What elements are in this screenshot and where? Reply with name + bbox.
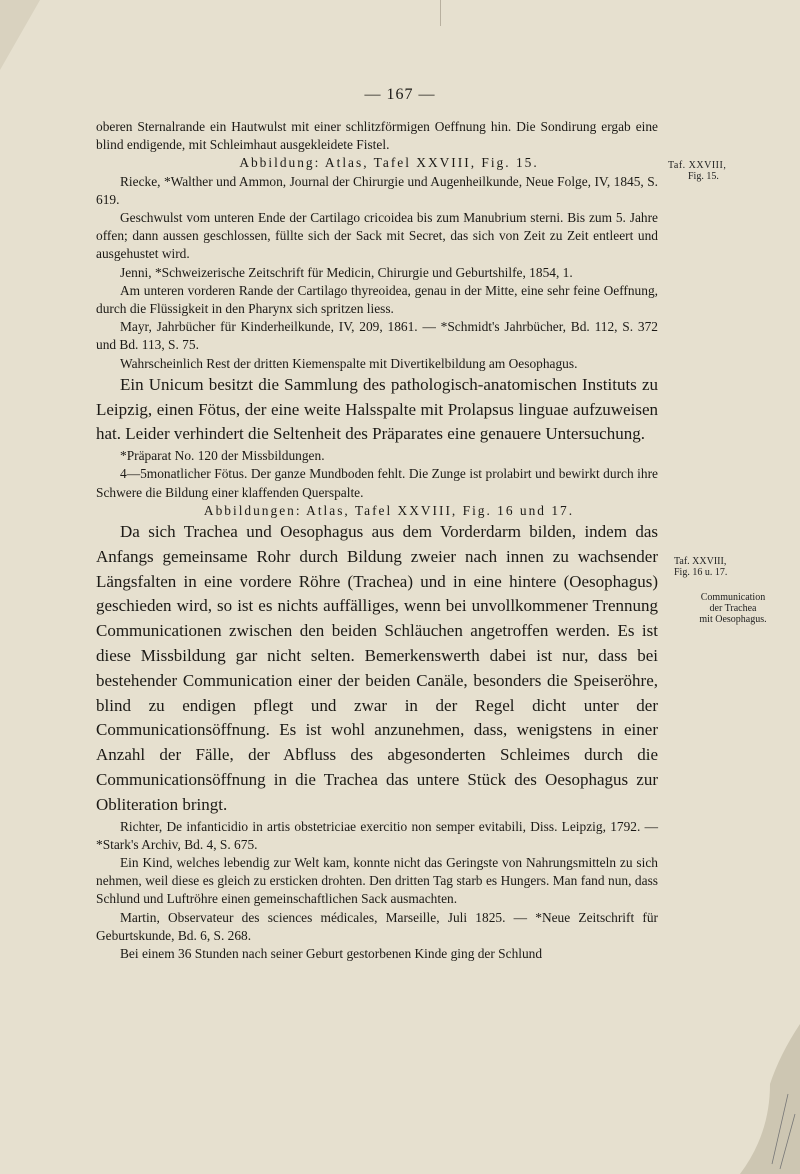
margin-note-line: Taf. XXVIII,	[674, 556, 727, 567]
margin-note-communication	[668, 592, 798, 625]
body-paragraph: Da sich Trachea und Oesophagus aus dem Vorderdarm bilden, indem das Anfangs gemeinsame Rohr durch Bildung zweier nach innen zu wachsender Längsfalten in eine vordere Röhre (Trachea) und in eine hintere (Oesophagus) geschieden wird, so ist es nichts auffälliges, wenn bei unvollkommener Trennung Communicationen zwischen den beiden Schläuchen angetroffen werden. Es ist diese Missbildung gar nicht selten. Bemerkenswerth dabei ist nur, dass bei bestehender Communication einer der beiden Canäle, besonders die Speiseröhre, blind zu endigen pflegt und zwar in der Regel dicht unter der Communicationsöffnung. Es ist wohl anzunehmen, dass, wenigstens in einer Anzahl der Fälle, der Abfluss des abgesonderten Schleimes durch die Communicationsöffnung in die Trachea das untere Stück des Oesophagus zur Obliteration bringt.	[96, 522, 658, 814]
citation: Martin, Observateur des sciences médicales, Marseille, Juli 1825. — *Neue Zeitschrift für Geburtskunde, Bd. 6, S. 268.	[96, 909, 658, 943]
margin-note-line: Communication	[700, 592, 766, 603]
page-number: — 167 —	[364, 86, 436, 103]
paragraph: Bei einem 36 Stunden nach seiner Geburt gestorbenen Kinde ging der Schlund	[120, 946, 543, 962]
paragraph: oberen Sternalrande ein Hautwulst mit einer schlitzförmigen Oeffnung hin. Die Sondirung ergab eine blind endigende, mit Schleimhaut ausgekleidete Fistel.	[96, 119, 658, 153]
page-corner-damage	[700, 1024, 800, 1174]
paragraph: Ein Kind, welches lebendig zur Welt kam, konnte nicht das Geringste von Nahrungsmitteln zu sich nehmen, weil diese es gleich zu ersticken drohten. Den dritten Tag starb es Hungers. Man fand nun, dass Schlund und Luftröhre einen gemeinschaftlichen Sack ausmachten.	[96, 855, 658, 907]
margin-note-plate-15	[668, 160, 796, 182]
margin-note-line: Taf. XXVIII,	[668, 160, 727, 171]
main-text	[96, 118, 658, 963]
citation: Riecke, *Walther und Ammon, Journal der Chirurgie und Augenheilkunde, Neue Folge, IV, 1845, S. 619.	[96, 173, 658, 207]
paragraph: Am unteren vorderen Rande der Cartilago thyreoidea, genau in der Mitte, eine sehr feine Oeffnung, durch die Flüssigkeit in den Pharynx sich spritzen liess.	[96, 282, 658, 317]
figure-reference: Abbildung: Atlas, Tafel XXVIII, Fig. 15.	[239, 155, 539, 171]
citation: Richter, De infanticidio in artis obstetriciae exercitio non semper evitabili, Diss. Leipzig, 1792. — *Stark's Archiv, Bd. 4, S. 675.	[96, 818, 658, 852]
citation: Jenni, *Schweizerische Zeitschrift für Medicin, Chirurgie und Geburtshilfe, 1854, 1.	[120, 264, 573, 280]
paragraph: Geschwulst vom unteren Ende der Cartilago cricoidea bis zum Manubrium sterni. Bis zum 5. Jahre offen; dann aussen geschlossen, füllte sich der Sack mit Secret, das sich von Zeit zu Zeit entleert und ausgehustet wird.	[96, 210, 658, 262]
margin-note-line: mit Oesophagus.	[699, 614, 767, 625]
margin-note-line: Fig. 15.	[688, 171, 719, 182]
citation: Mayr, Jahrbücher für Kinderheilkunde, IV, 209, 1861. — *Schmidt's Jahrbücher, Bd. 112, S. 372 und Bd. 113, S. 75.	[96, 319, 658, 353]
margin-note-line: der Trachea	[709, 603, 757, 614]
margin-note-line: Fig. 16 u. 17.	[674, 567, 728, 578]
paragraph: 4—5monatlicher Fötus. Der ganze Mundboden fehlt. Die Zunge ist prolabirt und bewirkt durch ihre Schwere die Bildung einer klaffenden Querspalte.	[96, 466, 658, 500]
scan-artifact	[440, 0, 441, 26]
margin-note-plate-16-17	[668, 556, 796, 578]
body-paragraph: Ein Unicum besitzt die Sammlung des pathologisch-anatomischen Instituts zu Leipzig, einen Fötus, der eine weite Halsspalte mit Prolapsus linguae aufzuweisen hat. Leider verhindert die Seltenheit des Präparates eine genauere Untersuchung.	[96, 374, 658, 444]
specimen-reference: *Präparat No. 120 der Missbildungen.	[120, 448, 325, 464]
figure-reference: Abbildungen: Atlas, Tafel XXVIII, Fig. 16 und 17.	[203, 502, 575, 518]
paragraph: Wahrscheinlich Rest der dritten Kiemenspalte mit Divertikelbildung am Oesophagus.	[120, 355, 578, 371]
